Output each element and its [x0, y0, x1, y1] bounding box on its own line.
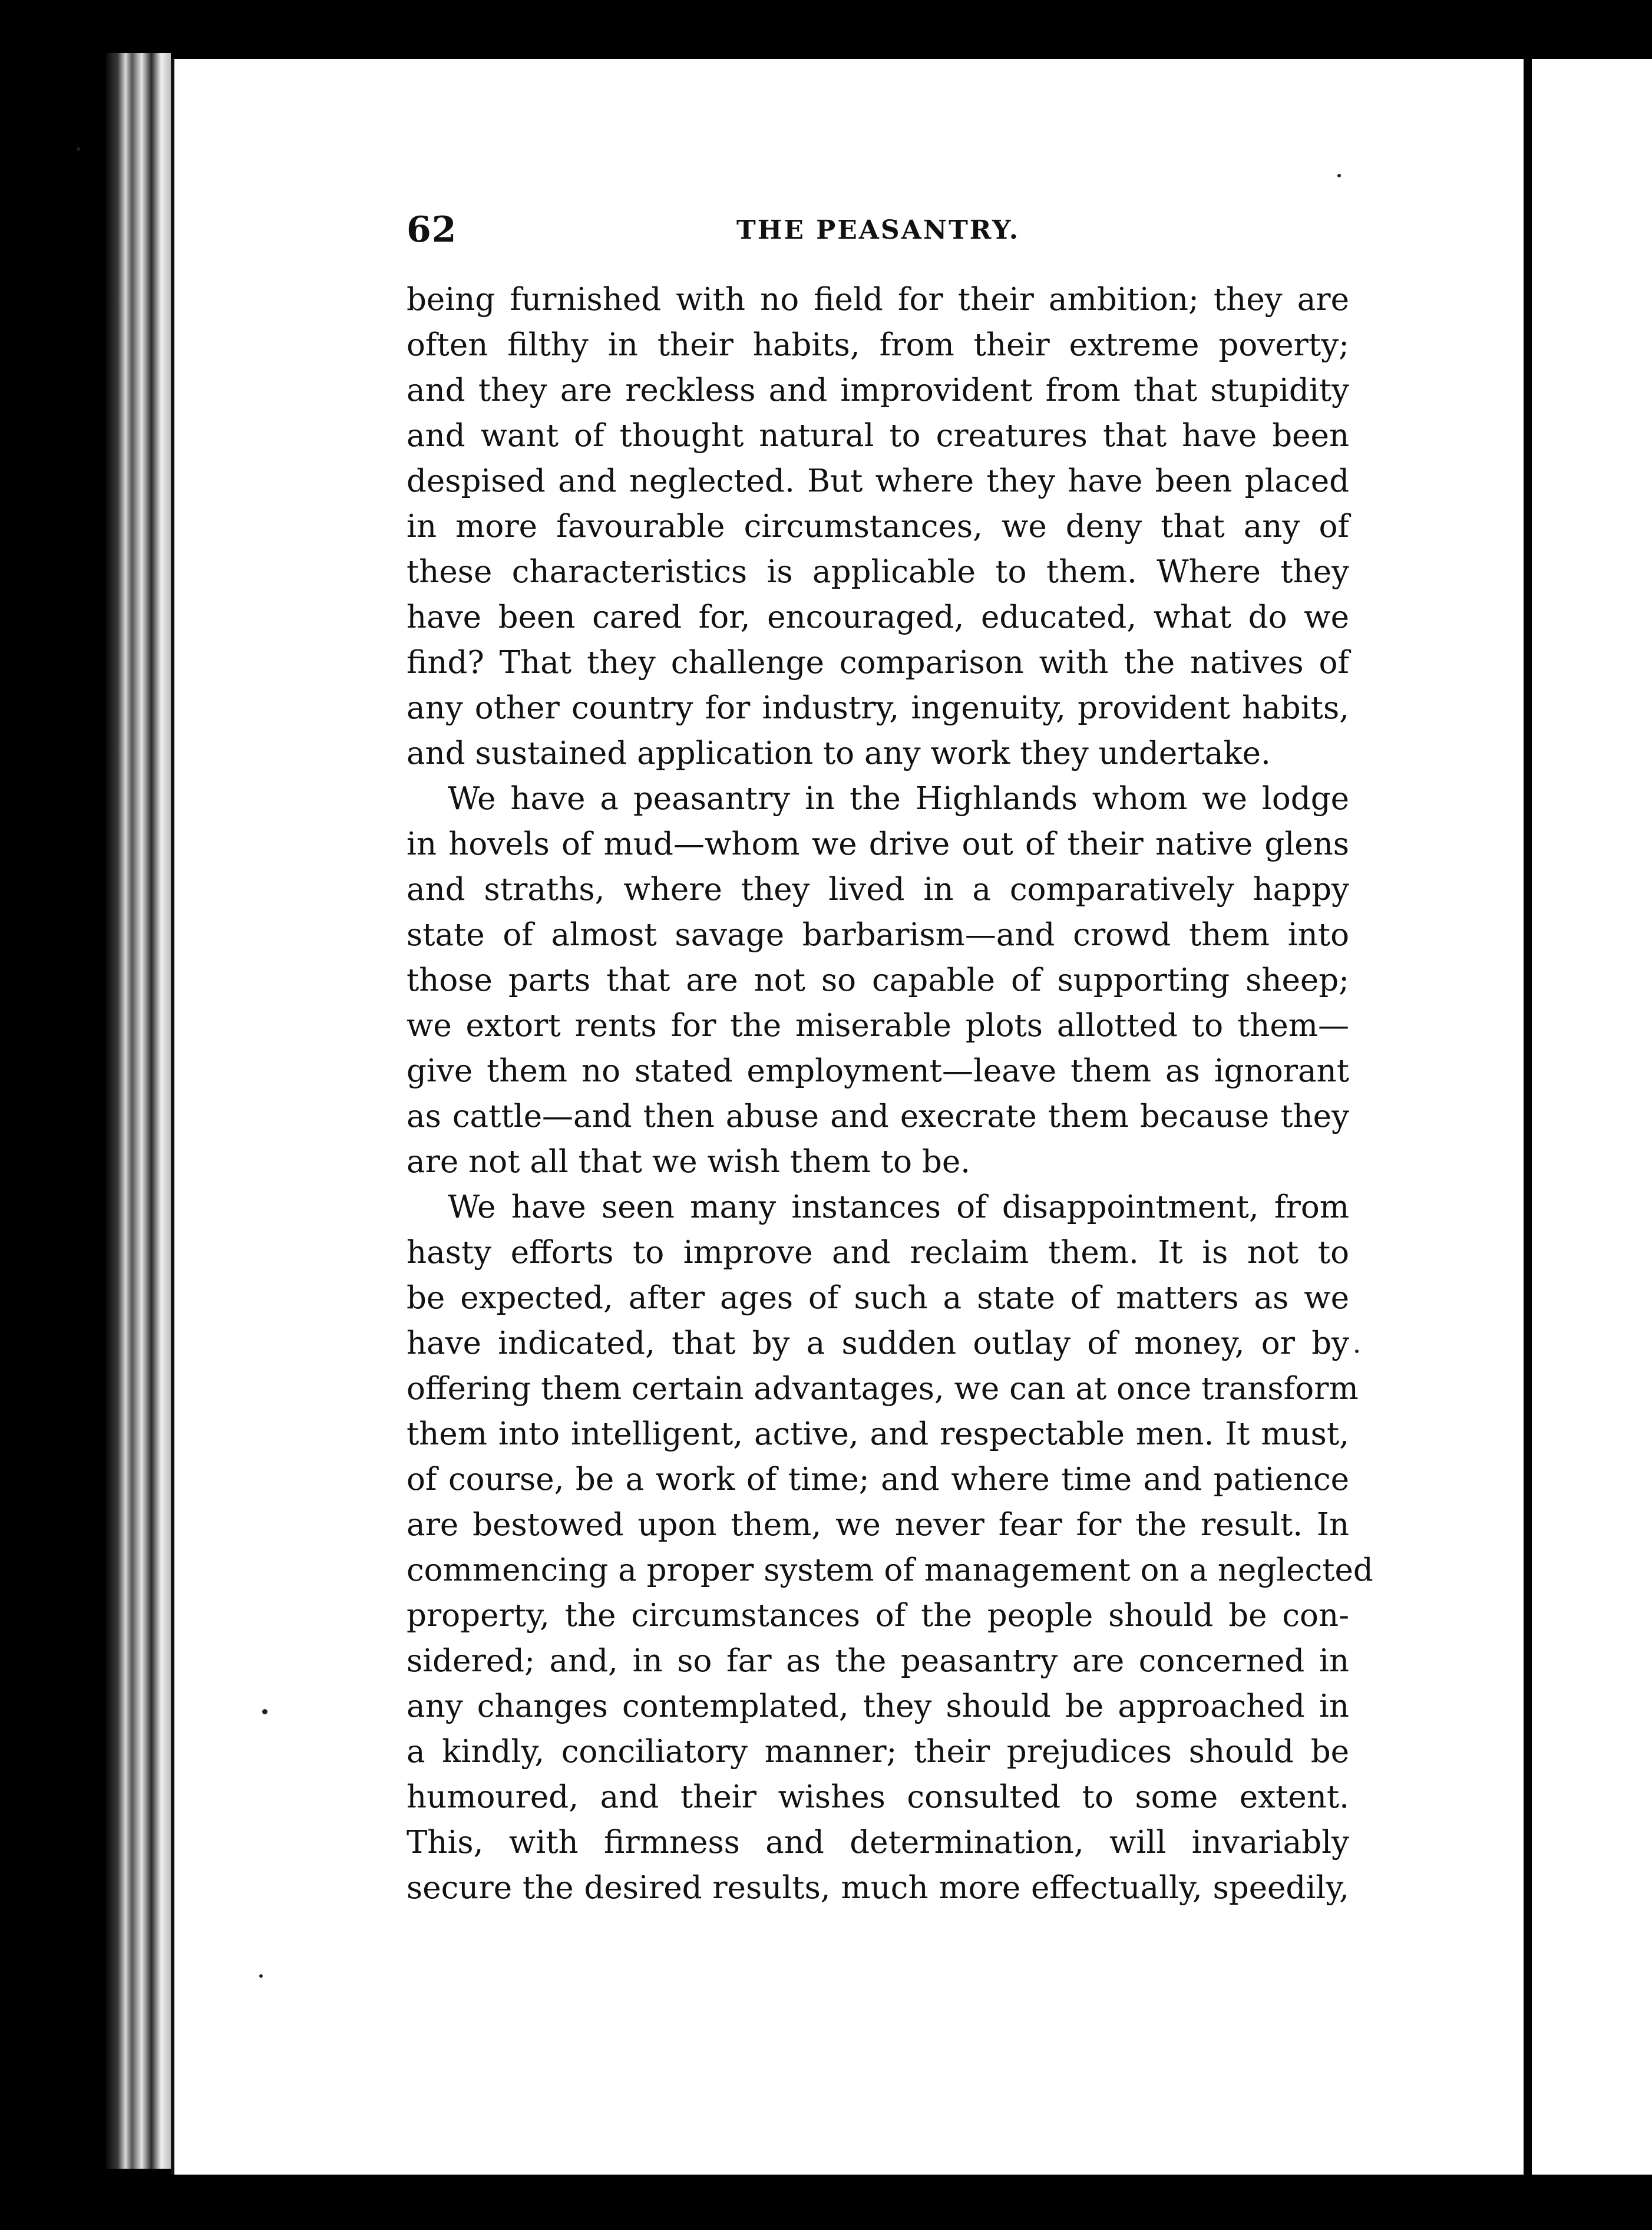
- text-line: are bestowed upon them, we never fear for the result. In: [407, 1507, 1349, 1543]
- text-line: find? That they challenge comparison with the natives of: [407, 645, 1349, 681]
- running-title: THE PEASANTRY.: [736, 215, 1020, 245]
- text-line: we extort rents for the miserable plots allotted to them—: [407, 1008, 1349, 1044]
- text-line: as cattle—and then abuse and execrate them because they: [407, 1098, 1349, 1134]
- scan-speck: [1337, 174, 1341, 177]
- text-line: despised and neglected. But where they have been placed: [407, 463, 1349, 499]
- text-line: and they are reckless and improvident from that stupidity: [407, 372, 1349, 408]
- text-line: have indicated, that by a sudden outlay of money, or by: [407, 1325, 1349, 1361]
- text-line: secure the desired results, much more effectually, speedily,: [407, 1870, 1349, 1906]
- running-head: [407, 209, 1349, 256]
- text-line: of course, be a work of time; and where time and patience: [407, 1462, 1349, 1497]
- text-line: them into intelligent, active, and respectable men. It must,: [407, 1416, 1349, 1452]
- book-binding-edge: [106, 53, 171, 2169]
- paragraph: [407, 277, 1349, 776]
- text-line: are not all that we wish them to be.: [407, 1144, 971, 1180]
- scan-speck: [262, 1709, 267, 1714]
- paragraph: [407, 776, 1349, 1185]
- text-line: often filthy in their habits, from their extreme poverty;: [407, 327, 1349, 363]
- text-line: This, with firmness and determination, will invariably: [407, 1825, 1349, 1860]
- text-line: We have seen many instances of disappointment, from: [448, 1189, 1349, 1225]
- text-line: in hovels of mud—whom we drive out of their native glens: [407, 826, 1349, 862]
- text-line: give them no stated employment—leave them as ignorant: [407, 1053, 1349, 1089]
- text-line: being furnished with no field for their ambition; they are: [407, 282, 1349, 318]
- text-line: property, the circumstances of the people should be con-: [407, 1598, 1349, 1634]
- text-line: sidered; and, in so far as the peasantry are concerned in: [407, 1643, 1349, 1679]
- text-line: be expected, after ages of such a state of matters as we: [407, 1280, 1349, 1316]
- text-line: a kindly, conciliatory manner; their prejudices should be: [407, 1734, 1349, 1770]
- text-line: hasty efforts to improve and reclaim them. It is not to: [407, 1235, 1349, 1271]
- text-line: and sustained application to any work they undertake.: [407, 735, 1271, 771]
- text-line: any other country for industry, ingenuity, provident habits,: [407, 690, 1349, 726]
- paragraph: [407, 1185, 1373, 1911]
- text-line: those parts that are not so capable of supporting sheep;: [407, 962, 1349, 998]
- text-line: commencing a proper system of management on a neglected: [407, 1552, 1373, 1588]
- text-line: and straths, where they lived in a comparatively happy: [407, 872, 1349, 908]
- text-line: humoured, and their wishes consulted to some extent.: [407, 1779, 1349, 1815]
- scan-speck: [1355, 1350, 1359, 1353]
- page-number: 62: [407, 209, 457, 250]
- text-line: and want of thought natural to creatures that have been: [407, 418, 1349, 454]
- text-line: these characteristics is applicable to them. Where they: [407, 554, 1349, 590]
- text-line: in more favourable circumstances, we deny that any of: [407, 509, 1349, 545]
- text-line: state of almost savage barbarism—and crowd them into: [407, 917, 1349, 953]
- scan-speck: [259, 1974, 263, 1978]
- text-line: We have a peasantry in the Highlands whom we lodge: [448, 781, 1349, 817]
- text-line: offering them certain advantages, we can at once transform: [407, 1371, 1359, 1407]
- facing-page-edge: [1526, 59, 1652, 2175]
- text-line: have been cared for, encouraged, educated, what do we: [407, 599, 1349, 635]
- body-text: [407, 277, 1373, 1911]
- scan-speck: [77, 147, 80, 151]
- text-line: any changes contemplated, they should be approached in: [407, 1688, 1349, 1724]
